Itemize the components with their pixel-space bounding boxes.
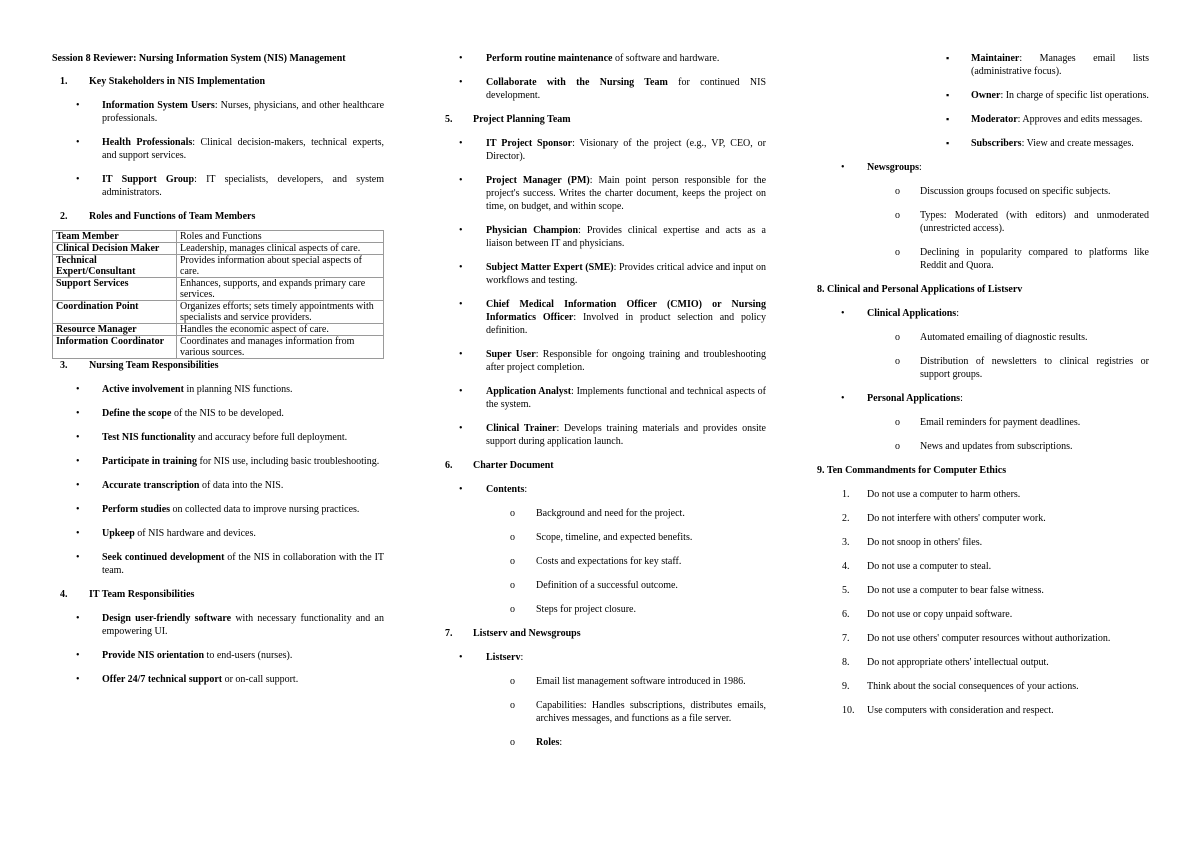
section-3-heading [52, 359, 384, 372]
list-item: • Subject Matter Expert (SME): Provides critical advice and input on workflows and testing. [459, 262, 766, 286]
list-item: • Perform routine maintenance of software and hardware. [459, 53, 720, 64]
section-title: Nursing Team Responsibilities [89, 360, 219, 371]
charter-contents-list [445, 507, 766, 616]
list-item: • Accurate transcription of data into the NIS. [76, 480, 284, 491]
list-item: 7. Do not use others' computer resources without authorization. [842, 633, 1111, 644]
list-item: o Scope, timeline, and expected benefits. [510, 532, 693, 543]
list-item: • Information System Users: Nurses, physicians, and other healthcare professionals. [76, 100, 385, 124]
list-item: • Super User: Responsible for ongoing training and troubleshooting after project completion. [459, 349, 766, 373]
column-2 [445, 52, 766, 760]
list-item: • Active involvement in planning NIS functions. [76, 384, 293, 395]
listserv-list [445, 675, 766, 749]
list-item: 9. Think about the social consequences of your actions. [842, 681, 1079, 692]
section-2-heading [52, 210, 384, 223]
section-title: Listserv and Newsgroups [473, 628, 581, 639]
list-item: o Roles: [510, 737, 563, 748]
table-row: Information Coordinator Coordinates and manages information from various sources. [53, 336, 384, 359]
list-item: • Application Analyst: Implements functional and technical aspects of the system. [459, 386, 766, 410]
list-item: o Automated emailing of diagnostic results. [895, 332, 1088, 343]
clinical-label-item: • Clinical Applications: [841, 308, 959, 319]
list-item: • IT Support Group: IT specialists, developers, and system administrators. [76, 174, 384, 198]
section-number: 2. [60, 211, 68, 222]
list-item: • Seek continued development of the NIS in collaboration with the IT team. [76, 552, 385, 576]
newsgroups-label-item: • Newsgroups: [841, 162, 922, 173]
table-row: Support Services Enhances, supports, and expands primary care services. [53, 278, 384, 301]
listserv-roles-list [817, 52, 1149, 150]
section-number: 5. [445, 114, 453, 125]
list-item: 8. Do not appropriate others' intellectual output. [842, 657, 1049, 668]
roles-table [52, 230, 384, 359]
section-number: 4. [60, 589, 68, 600]
list-item: ▪ Subscribers: View and create messages. [946, 138, 1134, 149]
list-item: • Collaborate with the Nursing Team for continued NIS development. [459, 77, 767, 101]
list-item: o Declining in popularity compared to platforms like Reddit and Quora. [895, 247, 1149, 271]
list-item: o Discussion groups focused on specific subjects. [895, 186, 1111, 197]
section-title: Project Planning Team [473, 114, 571, 125]
personal-label-item: • Personal Applications: [841, 393, 963, 404]
table-row: Team Member Roles and Functions [53, 231, 384, 243]
section-number: 1. [60, 76, 68, 87]
table-row: Clinical Decision Maker Leadership, manages clinical aspects of care. [53, 243, 384, 255]
list-item: 10. Use computers with consideration and respect. [842, 705, 1054, 716]
section-9-heading: 9. Ten Commandments for Computer Ethics [817, 465, 1007, 476]
list-item: • Test NIS functionality and accuracy before full deployment. [76, 432, 348, 443]
section-title: Key Stakeholders in NIS Implementation [89, 76, 266, 87]
list-item: o Types: Moderated (with editors) and unmoderated (unrestricted access). [895, 210, 1149, 234]
section-7-heading [445, 627, 766, 640]
list-item: o Email list management software introduced in 1986. [510, 676, 746, 687]
section-title: Charter Document [473, 460, 554, 471]
list-item: • Provide NIS orientation to end-users (nurses). [76, 650, 293, 661]
list-item: o Steps for project closure. [510, 604, 636, 615]
listserv-label-item: • Listserv: [459, 652, 524, 663]
list-item: ▪ Owner: In charge of specific list operations. [946, 90, 1149, 101]
table-row: Coordination Point Organizes efforts; sets timely appointments with specialists and service providers. [53, 301, 384, 324]
newsgroups-list [817, 185, 1149, 272]
table-row: Resource Manager Handles the economic aspect of care. [53, 324, 384, 336]
contents-label-item: • Contents: [459, 484, 528, 495]
section-title: Roles and Functions of Team Members [89, 211, 256, 222]
section-6-heading [445, 459, 766, 472]
ethics-commandments-list [817, 488, 1149, 717]
list-item: • Health Professionals: Clinical decision-makers, technical experts, and support services. [76, 137, 384, 161]
list-item: • IT Project Sponsor: Visionary of the project (e.g., VP, CEO, or Director). [459, 138, 766, 162]
section-8-heading: 8. Clinical and Personal Applications of Listserv [817, 284, 1023, 295]
list-item: • Perform studies on collected data to improve nursing practices. [76, 504, 360, 515]
planning-team-list [445, 137, 766, 448]
section-number: 3. [60, 360, 68, 371]
list-item: • Offer 24/7 technical support or on-call support. [76, 674, 299, 685]
list-item: • Define the scope of the NIS to be developed. [76, 408, 284, 419]
list-item: 4. Do not use a computer to steal. [842, 561, 992, 572]
stakeholders-list [52, 99, 384, 199]
list-item: • Project Manager (PM): Main point person responsible for the project's success. Writes the charter document, keeps the project on time, on budget, and within scope. [459, 175, 767, 212]
section-1-heading [52, 75, 384, 88]
list-item: 5. Do not use a computer to bear false witness. [842, 585, 1044, 596]
column-3 [817, 52, 1149, 728]
list-item: • Upkeep of NIS hardware and devices. [76, 528, 256, 539]
list-item: • Physician Champion: Provides clinical expertise and acts as a liaison between IT and physicians. [459, 225, 766, 249]
list-item: 2. Do not interfere with others' computer work. [842, 513, 1046, 524]
page-title: Session 8 Reviewer: Nursing Information System (NIS) Management [52, 53, 346, 64]
list-item: o Background and need for the project. [510, 508, 685, 519]
section-number: 7. [445, 628, 453, 639]
personal-applications-list [817, 416, 1149, 453]
list-item: ▪ Moderator: Approves and edits messages. [946, 114, 1143, 125]
list-item: o Distribution of newsletters to clinical registries or support groups. [895, 356, 1149, 380]
list-item: ▪ Maintainer: Manages email lists (administrative focus). [946, 53, 1149, 77]
column-1 [52, 52, 384, 697]
list-item: • Design user-friendly software with necessary functionality and an empowering UI. [76, 613, 384, 637]
section-4-heading [52, 588, 384, 601]
clinical-applications-list [817, 331, 1149, 381]
list-item: • Chief Medical Information Officer (CMIO) or Nursing Informatics Officer: Involved in product selection and policy definition. [459, 299, 766, 336]
list-item: o Email reminders for payment deadlines. [895, 417, 1081, 428]
section-title: IT Team Responsibilities [89, 589, 195, 600]
list-item: o Capabilities: Handles subscriptions, distributes emails, archives messages, and functions as a file server. [510, 700, 766, 724]
list-item: 6. Do not use or copy unpaid software. [842, 609, 1013, 620]
it-responsibilities-list-b [445, 52, 766, 102]
list-item: 1. Do not use a computer to harm others. [842, 489, 1021, 500]
section-number: 6. [445, 460, 453, 471]
list-item: • Clinical Trainer: Develops training materials and provides onsite support during application launch. [459, 423, 766, 447]
list-item: 3. Do not snoop in others' files. [842, 537, 983, 548]
list-item: o Definition of a successful outcome. [510, 580, 678, 591]
it-responsibilities-list-a [52, 612, 384, 686]
section-5-heading [445, 113, 766, 126]
nursing-responsibilities-list [52, 383, 384, 577]
list-item: o News and updates from subscriptions. [895, 441, 1073, 452]
list-item: o Costs and expectations for key staff. [510, 556, 682, 567]
list-item: • Participate in training for NIS use, including basic troubleshooting. [76, 456, 380, 467]
table-row: Technical Expert/Consultant Provides information about special aspects of care. [53, 255, 384, 278]
